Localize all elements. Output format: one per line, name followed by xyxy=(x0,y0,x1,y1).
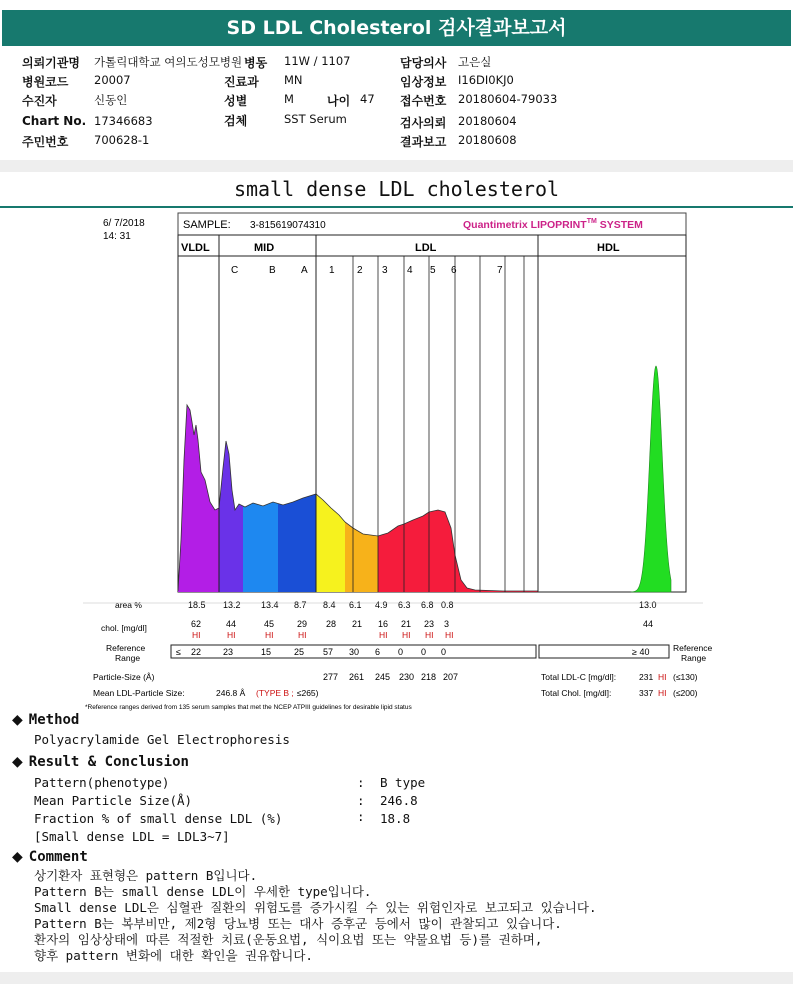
ref-value: 6 xyxy=(375,647,381,657)
area-value: 13.4 xyxy=(261,600,279,610)
mean-type: (TYPE B ; ≤265) xyxy=(256,688,319,698)
lipoprint-chart xyxy=(83,210,713,711)
ref-value: 0 xyxy=(398,647,404,657)
size-label: Mean Particle Size(Å) xyxy=(34,793,193,808)
pattern-colon: : xyxy=(357,775,365,790)
group-ldl: LDL xyxy=(415,242,437,254)
hdl-area-value: 13.0 xyxy=(639,600,657,610)
total-ldl-flag: HI xyxy=(658,672,667,682)
total-chol-flag: HI xyxy=(658,688,667,698)
patient-value: 신동인 xyxy=(94,93,128,107)
dept-label: 진료과 xyxy=(224,75,259,89)
sex-label: 성별 xyxy=(224,94,248,108)
request-label: 검사의뢰 xyxy=(400,116,447,130)
hi-flag: HI xyxy=(265,630,274,640)
sex-value: M xyxy=(284,92,294,106)
area-value: 8.4 xyxy=(323,600,336,610)
diamond-icon: ◆ xyxy=(12,754,23,770)
bottom-bar xyxy=(0,972,793,984)
method-heading xyxy=(12,712,79,728)
ref-label-right-1: Reference xyxy=(673,643,713,653)
dept-value: MN xyxy=(284,73,303,87)
ref-value: 30 xyxy=(349,647,360,657)
hdl-ref: ≥ 40 xyxy=(632,647,650,657)
chart-date: 6/ 7/2018 xyxy=(103,218,145,229)
receipt-value: 20180604-79033 xyxy=(458,92,558,106)
comment-line: Pattern B는 small dense LDL이 우세한 type입니다. xyxy=(34,884,372,899)
chart-no-value: 17346683 xyxy=(94,114,153,128)
comment-line: 상기환자 표현형은 pattern B입니다. xyxy=(34,868,258,883)
particle-size-value: 277 xyxy=(323,672,339,682)
fraction-colon: : xyxy=(357,809,365,824)
ref-label-right-2: Range xyxy=(681,653,707,663)
comment-line: 향후 pattern 변화에 대한 확인을 권유합니다. xyxy=(34,948,313,963)
chol-value: 3 xyxy=(444,619,450,629)
band-area xyxy=(278,494,316,592)
chol-value: 23 xyxy=(424,619,435,629)
area-value: 6.8 xyxy=(421,600,434,610)
total-chol-ref: (≤200) xyxy=(673,688,698,698)
specimen-label: 검체 xyxy=(224,114,248,128)
band-label: A xyxy=(301,265,308,276)
size-value: 246.8 xyxy=(380,793,418,808)
particle-size-value: 261 xyxy=(349,672,365,682)
chol-value: 29 xyxy=(297,619,308,629)
doctor-value: 고은실 xyxy=(458,55,492,69)
ref-value: 22 xyxy=(191,647,202,657)
receipt-label: 접수번호 xyxy=(400,94,447,108)
age-label: 나이 xyxy=(327,94,351,108)
hi-flag: HI xyxy=(298,630,307,640)
diamond-icon: ◆ xyxy=(12,849,23,865)
comment-line: 환자의 임상상태에 따른 적절한 치료(운동요법, 식이요법 또는 약물요법 등)를 권하며, xyxy=(34,932,543,947)
comment-heading-text: Comment xyxy=(28,849,88,865)
comment-heading xyxy=(12,849,88,865)
area-value: 0.8 xyxy=(441,600,454,610)
ward-label: 병동 xyxy=(244,56,268,70)
particle-size-value: 245 xyxy=(375,672,391,682)
band-label: 6 xyxy=(451,265,457,276)
id-value: 700628-1 xyxy=(94,133,150,147)
ref-value: 23 xyxy=(223,647,234,657)
fraction-value: 18.8 xyxy=(380,811,411,826)
hospital-label: 의뢰기관명 xyxy=(22,56,80,70)
area-label: area % xyxy=(115,600,142,610)
chol-label: chol. [mg/dl] xyxy=(101,623,147,633)
ward-value: 11W / 1107 xyxy=(284,54,351,68)
result-heading xyxy=(12,754,189,770)
band-area xyxy=(243,502,278,592)
le-symbol: ≤ xyxy=(176,647,181,657)
hi-flag: HI xyxy=(379,630,388,640)
area-value: 18.5 xyxy=(188,600,206,610)
ref-value: 57 xyxy=(323,647,334,657)
group-vldl: VLDL xyxy=(181,242,210,254)
mean-size-label: Mean LDL-Particle Size: xyxy=(93,688,185,698)
sample-value: 3-815619074310 xyxy=(250,220,326,231)
band-label: B xyxy=(269,265,276,276)
particle-size-value: 207 xyxy=(443,672,459,682)
fraction-label: Fraction % of small dense LDL (%) xyxy=(34,811,283,826)
sample-label: SAMPLE: xyxy=(183,219,231,231)
band-label: 1 xyxy=(329,265,335,276)
chart-footnote: *Reference ranges derived from 135 serum samples that met the NCEP ATPIII guidelines for desirable lipid status xyxy=(85,704,412,711)
ref-label-1: Reference xyxy=(106,643,146,653)
band-label: 5 xyxy=(430,265,436,276)
hdl-chol-value: 44 xyxy=(643,619,654,629)
report-title: SD LDL Cholesterol 검사결과보고서 xyxy=(2,10,791,46)
total-ldl-ref: (≤130) xyxy=(673,672,698,682)
band-label: 2 xyxy=(357,265,363,276)
chol-value: 21 xyxy=(401,619,412,629)
pattern-label: Pattern(phenotype) xyxy=(34,775,170,790)
hi-flag: HI xyxy=(402,630,411,640)
comment-line: Small dense LDL은 심혈관 질환의 위험도를 증가시킬 수 있는 위험인자로 보고되고 있습니다. xyxy=(34,900,597,915)
group-mid: MID xyxy=(254,242,275,254)
total-chol-value: 337 xyxy=(639,688,654,698)
comment-line: Pattern B는 복부비만, 제2형 당뇨병 또는 대사 증후군 등에서 많이 관찰되고 있습니다. xyxy=(34,916,562,931)
area-value: 6.1 xyxy=(349,600,362,610)
area-value: 8.7 xyxy=(294,600,307,610)
method-heading-text: Method xyxy=(28,712,80,728)
total-ldl-label: Total LDL-C [mg/dl]: xyxy=(541,672,617,682)
clinical-value: I16DI0KJ0 xyxy=(458,73,514,87)
specimen-value: SST Serum xyxy=(284,112,347,126)
band-label: C xyxy=(231,265,239,276)
doctor-label: 담당의사 xyxy=(400,56,447,70)
section-title: small dense LDL cholesterol xyxy=(233,177,560,201)
chart-time: 14: 31 xyxy=(103,231,131,242)
mean-size-value: 246.8 Å xyxy=(216,688,246,698)
system-name: Quantimetrix LIPOPRINT™ SYSTEM xyxy=(463,218,643,231)
id-label: 주민번호 xyxy=(22,135,69,149)
method-text: Polyacrylamide Gel Electrophoresis xyxy=(34,732,290,747)
clinical-label: 임상정보 xyxy=(400,75,447,89)
total-chol-label: Total Chol. [mg/dl]: xyxy=(541,688,612,698)
particle-size-label: Particle-Size (Å) xyxy=(93,672,155,682)
hi-flag: HI xyxy=(425,630,434,640)
chart-no-label: Chart No. xyxy=(22,114,87,128)
ref-value: 25 xyxy=(294,647,305,657)
hi-flag: HI xyxy=(445,630,454,640)
particle-size-value: 230 xyxy=(399,672,415,682)
code-value: 20007 xyxy=(94,73,131,87)
ref-value: 0 xyxy=(421,647,427,657)
chol-value: 62 xyxy=(191,619,202,629)
area-value: 4.9 xyxy=(375,600,388,610)
section-separator xyxy=(0,160,793,172)
total-ldl-value: 231 xyxy=(639,672,654,682)
ref-value: 15 xyxy=(261,647,272,657)
hospital-value: 가톨릭대학교 여의도성모병원 xyxy=(94,55,243,69)
ref-label-2: Range xyxy=(115,653,141,663)
pattern-value: B type xyxy=(380,775,426,790)
chol-value: 16 xyxy=(378,619,389,629)
area-value: 6.3 xyxy=(398,600,411,610)
band-label: 3 xyxy=(382,265,388,276)
patient-label: 수진자 xyxy=(22,94,57,108)
result-note: [Small dense LDL = LDL3~7] xyxy=(34,829,230,844)
age-value: 47 xyxy=(360,92,375,106)
lipoprint-svg xyxy=(83,210,713,711)
group-hdl: HDL xyxy=(597,242,620,254)
band-label: 4 xyxy=(407,265,413,276)
diamond-icon: ◆ xyxy=(12,712,23,728)
section-underline xyxy=(0,206,793,208)
band-label: 7 xyxy=(497,265,503,276)
chol-value: 21 xyxy=(352,619,363,629)
result-heading-text: Result & Conclusion xyxy=(28,754,189,770)
area-value: 13.2 xyxy=(223,600,241,610)
code-label: 병원코드 xyxy=(22,75,69,89)
hi-flag: HI xyxy=(192,630,201,640)
chol-value: 45 xyxy=(264,619,275,629)
particle-size-value: 218 xyxy=(421,672,437,682)
chol-value: 44 xyxy=(226,619,237,629)
size-colon: : xyxy=(357,793,365,808)
request-value: 20180604 xyxy=(458,114,517,128)
report-date-value: 20180608 xyxy=(458,133,517,147)
chart-background xyxy=(83,210,703,710)
chol-value: 28 xyxy=(326,619,337,629)
ref-value: 0 xyxy=(441,647,447,657)
report-date-label: 결과보고 xyxy=(400,135,447,149)
hi-flag: HI xyxy=(227,630,236,640)
